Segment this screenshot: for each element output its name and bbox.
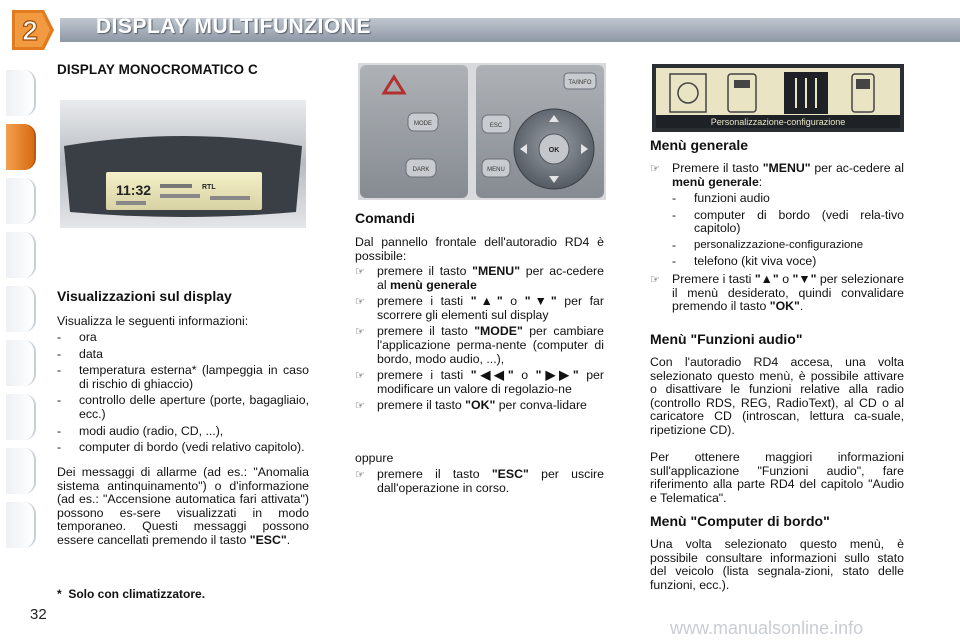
- pointing-hand-icon: ☞: [355, 370, 365, 383]
- funzioni-audio-paragraph-1: Con l'autoradio RD4 accesa, una volta selezionato questo menù, è possibile attivare o disattivare le funzioni relative alla radio (controllo RDS, REG, RadioText), al CD o al caricatore CD (introscan, lettura ca-suale, ripetizione CD).: [650, 355, 904, 437]
- settings-sliders-icon: [784, 72, 828, 114]
- list-item: - modi audio (radio, CD, ...),: [57, 423, 224, 438]
- generale-list: [650, 162, 904, 192]
- visualizzazioni-heading: Visualizzazioni sul display: [57, 288, 232, 304]
- footnote-text: Solo con climatizzatore.: [68, 587, 206, 601]
- chapter-tab[interactable]: [6, 394, 36, 440]
- pointing-hand-icon: ☞: [355, 266, 365, 278]
- visualizzazioni-intro: Visualizza le seguenti informazioni:: [57, 314, 249, 328]
- chapter-tab[interactable]: [6, 286, 36, 332]
- list-item: ☞ premere il tasto "MODE" per cambiare l'applicazione perma-nente (computer di bordo, modo audio, ...),: [355, 324, 604, 366]
- list-item: ☞ Premere i tasti "▲" o "▼" per selezionare il menù desiderato, quindi convalidare premendo il tasto "OK".: [650, 272, 904, 314]
- chapter-tab[interactable]: [6, 178, 36, 224]
- page-title: DISPLAY MULTIFUNZIONE: [96, 15, 371, 38]
- pointing-hand-icon: ☞: [355, 469, 365, 481]
- monochrome-display-photo: [60, 100, 306, 228]
- ok-button-label: OK: [548, 147, 560, 154]
- list-item: ☞ Premere il tasto "MENU" per ac-cedere al menù generale:: [650, 161, 904, 189]
- chapter-tab[interactable]: [6, 70, 36, 116]
- funzioni-audio-paragraph-2: Per ottenere maggiori informazioni sull'applicazione "Funzioni audio", fare riferimento alla parte RD4 del capitolo "Audio e Telematica".: [650, 450, 904, 505]
- list-item: - telefono (kit viva voce): [672, 254, 817, 269]
- menu-generale-heading: Menù generale: [650, 137, 749, 153]
- lcd-radio: RTL: [202, 184, 216, 191]
- watermark: www.manualsonline.info: [670, 618, 864, 638]
- list-item: - funzioni audio: [672, 191, 770, 205]
- esc-list: [355, 468, 604, 498]
- dark-button-label: DARK: [412, 167, 430, 173]
- comandi-list: [355, 265, 604, 417]
- chapter-tab-active[interactable]: [6, 124, 36, 170]
- pointing-hand-icon: ☞: [650, 163, 660, 175]
- comandi-intro: Dal pannello frontale dell'autoradio RD4 è possibile:: [355, 235, 604, 263]
- pointing-hand-icon: ☞: [355, 296, 365, 309]
- control-panel-photo: [358, 63, 606, 200]
- list-item: ☞ premere i tasti "▲" o "▼" per far scorrere gli elementi sul display: [355, 294, 604, 322]
- display-title: DISPLAY MONOCROMATICO C: [57, 62, 258, 77]
- pointing-hand-icon: ☞: [650, 274, 660, 286]
- list-item: - temperatura esterna* (lampeggia in caso di rischio di ghiaccio): [57, 363, 309, 391]
- visualizzazioni-list: [57, 331, 309, 458]
- list-item: ☞ premere il tasto "ESC" per uscire dall'operazione in corso.: [355, 467, 604, 495]
- funzioni-audio-heading: Menù "Funzioni audio": [650, 331, 803, 347]
- pointing-hand-icon: ☞: [355, 326, 365, 339]
- menu-button-label: MENU: [487, 167, 505, 173]
- chapter-number: 2: [22, 15, 38, 46]
- computer-di-bordo-heading: Menù "Computer di bordo": [650, 513, 830, 529]
- menu-screen-label: Personalizzazione-configurazione: [710, 117, 846, 127]
- generale-submenu-list: [672, 192, 904, 272]
- lcd-time: 11:32: [116, 182, 152, 198]
- chapter-tab[interactable]: [6, 232, 36, 278]
- mode-button-label: MODE: [414, 121, 432, 127]
- chapter-tabs: [6, 70, 36, 580]
- footnote-star: *: [57, 587, 62, 601]
- messages-note: Dei messaggi di allarme (ad es.: "Anomalia sistema antinquinamento") o d'informazione (ad es.: "Accensione automatica fari attivata") possono es-sere visualizzati in modo temporaneo. Questi messaggi possono essere cancellati premendo il tasto "ESC".: [57, 465, 309, 547]
- list-item: - computer di bordo (vedi rela-tivo capitolo): [672, 207, 904, 236]
- list-item: - controllo delle aperture (porte, bagagliaio, ecc.): [57, 393, 309, 421]
- list-item: - ora: [57, 330, 97, 344]
- chapter-tab[interactable]: [6, 340, 36, 386]
- page-number: 32: [30, 606, 47, 623]
- comandi-heading: Comandi: [355, 210, 415, 226]
- list-item: - personalizzazione-configurazione: [672, 237, 864, 252]
- pointing-hand-icon: ☞: [355, 400, 365, 413]
- list-item: ☞ premere il tasto "MENU" per ac-cedere al menù generale: [355, 264, 604, 292]
- list-item: ☞ premere il tasto "OK" per conva-lidare: [355, 398, 587, 413]
- oppure-text: oppure: [355, 451, 394, 465]
- computer-di-bordo-paragraph: Una volta selezionato questo menù, è possibile consultare informazioni sullo stato del veicolo (lista segnala-zioni, stato delle funzioni, ecc.).: [650, 537, 904, 592]
- chapter-badge: [8, 6, 56, 54]
- menu-screen-photo: [652, 64, 904, 132]
- footnote: [57, 587, 205, 601]
- esc-button-label: ESC: [489, 123, 503, 129]
- generale-select-list: [650, 273, 904, 317]
- ta-info-button-label: TA/INFO: [568, 80, 592, 86]
- chapter-tab[interactable]: [6, 502, 36, 548]
- list-item: - computer di bordo (vedi relativo capitolo).: [57, 440, 305, 455]
- list-item: - data: [57, 346, 103, 361]
- chapter-tab[interactable]: [6, 448, 36, 494]
- list-item: ☞ premere i tasti "◀◀" o "▶▶" per modificare un valore di regolazio-ne: [355, 368, 604, 396]
